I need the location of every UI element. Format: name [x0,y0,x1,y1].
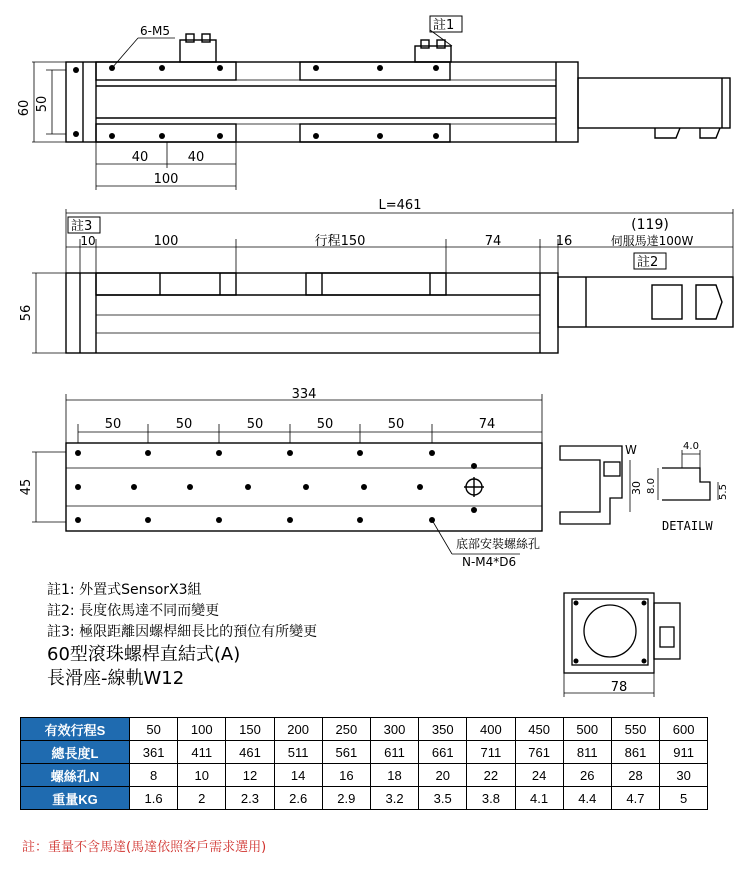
seg-74: 74 [484,234,502,249]
dim-50: 50 [35,95,50,113]
motor-length: (119) [631,217,669,233]
table-cell: 561 [322,741,370,764]
note3-tag: 註3 [71,219,93,234]
row-header: 有效行程S [21,718,130,741]
table-cell: 411 [178,741,226,764]
table-cell: 661 [419,741,467,764]
end-width-78: 78 [610,680,628,695]
table-row [21,718,708,741]
table-cell: 300 [370,718,418,741]
table-cell: 350 [419,718,467,741]
total-334: 334 [291,388,317,402]
pitch-1: 50 [104,417,122,432]
product-subtitle: 長滑座-線軌W12 [47,668,185,689]
table-cell: 2 [178,787,226,810]
dim-40-right: 40 [187,150,205,165]
table-cell: 861 [611,741,659,764]
note2-tag: 註2 [637,255,659,270]
height-56: 56 [19,304,34,322]
dim-100: 100 [153,172,179,187]
detail-dim-4: 4.0 [683,441,699,452]
table-cell: 711 [467,741,515,764]
side-view-drawing [0,195,754,370]
dim-60: 60 [17,99,32,117]
table-cell: 18 [370,764,418,787]
table-cell: 26 [563,764,611,787]
table-cell: 50 [130,718,178,741]
spec-table [20,717,708,810]
detail-w-drawing [550,438,750,538]
weight-footnote: 註：重量不含馬達(馬達依照客戶需求選用) [22,840,267,855]
table-cell: 16 [322,764,370,787]
table-cell: 4.7 [611,787,659,810]
detail-dim-8: 8.0 [646,478,657,494]
table-cell: 3.2 [370,787,418,810]
table-cell: 461 [226,741,274,764]
table-cell: 150 [226,718,274,741]
table-cell: 28 [611,764,659,787]
table-cell: 4.4 [563,787,611,810]
pitch-2: 50 [175,417,193,432]
table-cell: 3.8 [467,787,515,810]
detail-dim-5-5: 5.5 [718,484,729,500]
row-header: 重量KG [21,787,130,810]
table-cell: 24 [515,764,563,787]
table-cell: 100 [178,718,226,741]
table-cell: 200 [274,718,322,741]
table-cell: 5 [660,787,708,810]
note-2: 註2: 長度依馬達不同而變更 [47,603,220,619]
pitch-4: 50 [316,417,334,432]
table-cell: 361 [130,741,178,764]
table-cell: 761 [515,741,563,764]
table-cell: 2.6 [274,787,322,810]
table-cell: 2.3 [226,787,274,810]
table-cell: 811 [563,741,611,764]
notes-block [47,580,317,691]
table-cell: 511 [274,741,322,764]
table-row [21,741,708,764]
note-3: 註3: 極限距離因螺桿細長比的預位有所變更 [47,624,318,640]
pitch-5: 50 [387,417,405,432]
note-1: 註1: 外置式SensorX3組 [47,582,202,598]
table-cell: 12 [226,764,274,787]
table-cell: 3.5 [419,787,467,810]
table-cell: 22 [467,764,515,787]
detail-dim-30: 30 [630,481,643,495]
detail-w-marker: W [625,443,637,457]
end-74: 74 [478,417,496,432]
row-header: 螺絲孔N [21,764,130,787]
table-cell: 400 [467,718,515,741]
table-cell: 4.1 [515,787,563,810]
seg-10: 10 [80,234,96,248]
table-row [21,764,708,787]
table-cell: 600 [660,718,708,741]
hole-label: 底部安裝螺絲孔 [456,537,541,551]
table-row [21,787,708,810]
hole-spec: N-M4*D6 [462,555,517,569]
table-cell: 2.9 [322,787,370,810]
table-cell: 30 [660,764,708,787]
row-header: 總長度L [21,741,130,764]
detail-title: DETAILW [662,519,713,533]
table-cell: 8 [130,764,178,787]
table-cell: 550 [611,718,659,741]
table-cell: 250 [322,718,370,741]
seg-16: 16 [555,234,573,249]
table-cell: 20 [419,764,467,787]
table-cell: 14 [274,764,322,787]
motor-label: 伺服馬達100W [610,234,694,248]
hole-callout: 6-M5 [140,24,170,38]
table-cell: 450 [515,718,563,741]
dim-40-left: 40 [131,150,149,165]
note1-tag: 註1 [433,18,455,33]
table-cell: 500 [563,718,611,741]
end-view-drawing [550,585,690,705]
table-cell: 611 [370,741,418,764]
product-title: 60型滾珠螺桿直結式(A) [47,644,241,665]
seg-stroke: 行程150 [314,234,366,249]
total-length: L=461 [378,198,422,213]
top-view-drawing [0,0,754,200]
table-cell: 911 [660,741,708,764]
table-cell: 10 [178,764,226,787]
pitch-3: 50 [246,417,264,432]
width-45: 45 [19,478,34,496]
table-cell: 1.6 [130,787,178,810]
seg-100: 100 [153,234,179,249]
